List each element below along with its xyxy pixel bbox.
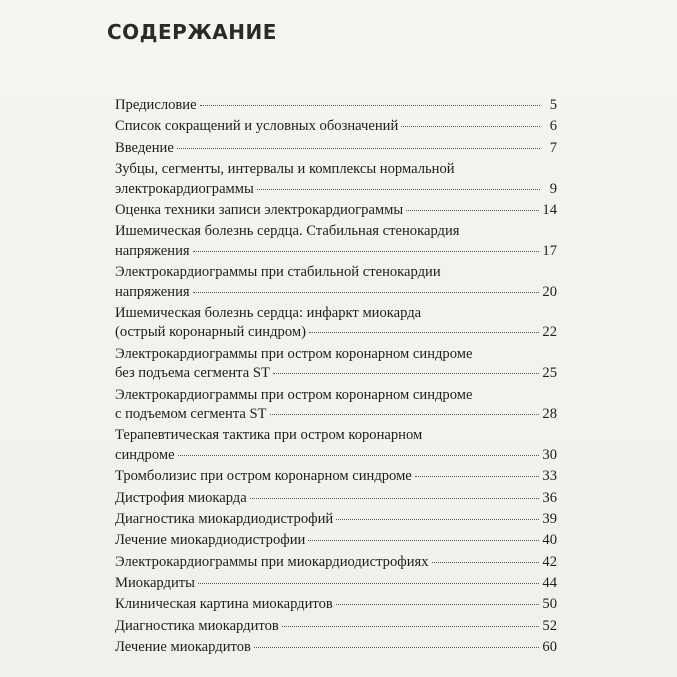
toc-entry bbox=[115, 139, 557, 158]
toc-entry bbox=[115, 531, 557, 550]
dot-leader bbox=[193, 291, 540, 293]
dot-leader bbox=[198, 582, 539, 584]
toc-entry-title: Лечение миокардиодистрофии bbox=[115, 532, 306, 549]
toc-entry-line bbox=[115, 531, 557, 550]
toc-entry bbox=[115, 201, 557, 220]
toc-entry-page-number: 50 bbox=[542, 596, 557, 613]
toc-entry-line bbox=[115, 242, 557, 261]
dot-leader bbox=[193, 250, 540, 252]
toc-entry-line bbox=[115, 117, 557, 136]
toc-entry-page-number: 14 bbox=[542, 201, 557, 218]
dot-leader bbox=[309, 331, 539, 333]
page-title: СОДЕРЖАНИЕ bbox=[107, 20, 277, 44]
dot-leader bbox=[415, 475, 540, 477]
dot-leader bbox=[177, 147, 540, 149]
toc-entry-title: Миокардиты bbox=[115, 575, 195, 592]
toc-entry-title: Клиническая картина миокардитов bbox=[115, 596, 333, 613]
dot-leader bbox=[273, 372, 540, 374]
toc-entry bbox=[115, 638, 557, 657]
toc-entry bbox=[115, 617, 557, 636]
toc-entry-title: Список сокращений и условных обозначений bbox=[115, 118, 399, 135]
table-of-contents bbox=[115, 96, 557, 660]
toc-entry bbox=[115, 263, 557, 302]
toc-entry-title: с подъемом сегмента ST bbox=[115, 405, 267, 422]
toc-entry-title: электрокардиограммы bbox=[115, 180, 254, 197]
toc-entry bbox=[115, 467, 557, 486]
toc-entry-page-number: 28 bbox=[542, 405, 557, 422]
toc-entry-title: синдроме bbox=[115, 446, 175, 463]
toc-entry-line bbox=[115, 283, 557, 302]
toc-entry-line bbox=[115, 96, 557, 115]
toc-entry bbox=[115, 510, 557, 529]
toc-entry-page-number: 44 bbox=[542, 575, 557, 592]
toc-entry-title: напряжения bbox=[115, 242, 190, 259]
toc-entry-line bbox=[115, 489, 557, 508]
toc-entry-title: Дистрофия миокарда bbox=[115, 489, 247, 506]
toc-entry-line bbox=[115, 510, 557, 529]
toc-entry-title: Ишемическая болезнь сердца: инфаркт миокарда bbox=[115, 304, 422, 321]
dot-leader bbox=[200, 104, 540, 106]
dot-leader bbox=[257, 188, 540, 190]
toc-entry-title: Предисловие bbox=[115, 97, 197, 113]
dot-leader bbox=[178, 454, 540, 456]
dot-leader bbox=[401, 125, 540, 127]
toc-entry bbox=[115, 595, 557, 614]
toc-entry bbox=[115, 345, 557, 384]
dot-leader bbox=[254, 646, 540, 648]
toc-entry-title: Электрокардиограммы при миокардиодистрофиях bbox=[115, 553, 429, 570]
toc-entry-page-number: 40 bbox=[542, 532, 557, 549]
toc-entry-line bbox=[115, 574, 557, 593]
toc-entry-page-number: 6 bbox=[549, 118, 557, 135]
toc-entry-page-number: 5 bbox=[549, 97, 557, 113]
toc-entry bbox=[115, 553, 557, 572]
toc-entry-line bbox=[115, 364, 557, 383]
toc-entry-page-number: 20 bbox=[542, 283, 557, 300]
toc-entry-line bbox=[115, 201, 557, 220]
toc-entry-title: Электрокардиограммы при стабильной стенокардии bbox=[115, 264, 441, 281]
toc-entry-title: без подъема сегмента ST bbox=[115, 365, 270, 382]
toc-entry-page-number: 30 bbox=[542, 446, 557, 463]
toc-entry-page-number: 25 bbox=[542, 365, 557, 382]
toc-entry-title: Оценка техники записи электрокардиограммы bbox=[115, 201, 404, 218]
toc-entry bbox=[115, 96, 557, 115]
toc-entry-title: Электрокардиограммы при остром коронарном синдроме bbox=[115, 386, 473, 403]
dot-leader bbox=[336, 518, 539, 520]
toc-entry-page-number: 7 bbox=[549, 139, 557, 156]
toc-entry bbox=[115, 117, 557, 136]
dot-leader bbox=[432, 561, 540, 563]
toc-entry bbox=[115, 304, 557, 343]
toc-entry-line bbox=[115, 139, 557, 158]
toc-entry-title: Диагностика миокардиодистрофий bbox=[115, 510, 334, 527]
toc-entry-page-number: 39 bbox=[542, 510, 557, 527]
toc-entry-line bbox=[115, 405, 557, 424]
toc-entry-line bbox=[115, 638, 557, 657]
toc-entry-title: напряжения bbox=[115, 283, 190, 300]
toc-entry-line bbox=[115, 323, 557, 342]
toc-entry bbox=[115, 574, 557, 593]
dot-leader bbox=[406, 209, 539, 211]
toc-entry-line bbox=[115, 553, 557, 572]
toc-entry-title: Зубцы, сегменты, интервалы и комплексы нормальной bbox=[115, 161, 455, 178]
toc-entry bbox=[115, 489, 557, 508]
toc-entry-page-number: 33 bbox=[542, 468, 557, 485]
toc-entry-page-number: 22 bbox=[542, 324, 557, 341]
dot-leader bbox=[282, 625, 540, 627]
toc-entry-page-number: 17 bbox=[542, 242, 557, 259]
toc-entry-page-number: 9 bbox=[549, 180, 557, 197]
toc-entry-page-number: 52 bbox=[542, 617, 557, 634]
toc-entry-title: Ишемическая болезнь сердца. Стабильная стенокардия bbox=[115, 223, 460, 240]
toc-entry-title: Лечение миокардитов bbox=[115, 639, 251, 656]
dot-leader bbox=[270, 413, 540, 415]
toc-entry-title: Диагностика миокардитов bbox=[115, 617, 279, 634]
toc-entry-page-number: 60 bbox=[542, 639, 557, 656]
dot-leader bbox=[336, 603, 540, 605]
toc-entry-title: (острый коронарный синдром) bbox=[115, 324, 306, 341]
toc-entry-line bbox=[115, 446, 557, 465]
toc-entry bbox=[115, 386, 557, 425]
toc-entry-page-number: 36 bbox=[542, 489, 557, 506]
toc-entry bbox=[115, 222, 557, 261]
toc-entry-title: Терапевтическая тактика при остром коронарном bbox=[115, 427, 423, 444]
toc-entry-title: Электрокардиограммы при остром коронарном синдроме bbox=[115, 345, 473, 362]
toc-entry-title: Тромболизис при остром коронарном синдроме bbox=[115, 468, 412, 485]
toc-entry-line bbox=[115, 617, 557, 636]
toc-entry-line bbox=[115, 595, 557, 614]
toc-entry bbox=[115, 426, 557, 465]
dot-leader bbox=[308, 539, 539, 541]
toc-entry-line bbox=[115, 180, 557, 199]
dot-leader bbox=[250, 497, 540, 499]
toc-entry-line bbox=[115, 467, 557, 486]
toc-entry-title: Введение bbox=[115, 139, 174, 156]
toc-entry-page-number: 42 bbox=[542, 553, 557, 570]
toc-entry bbox=[115, 160, 557, 199]
